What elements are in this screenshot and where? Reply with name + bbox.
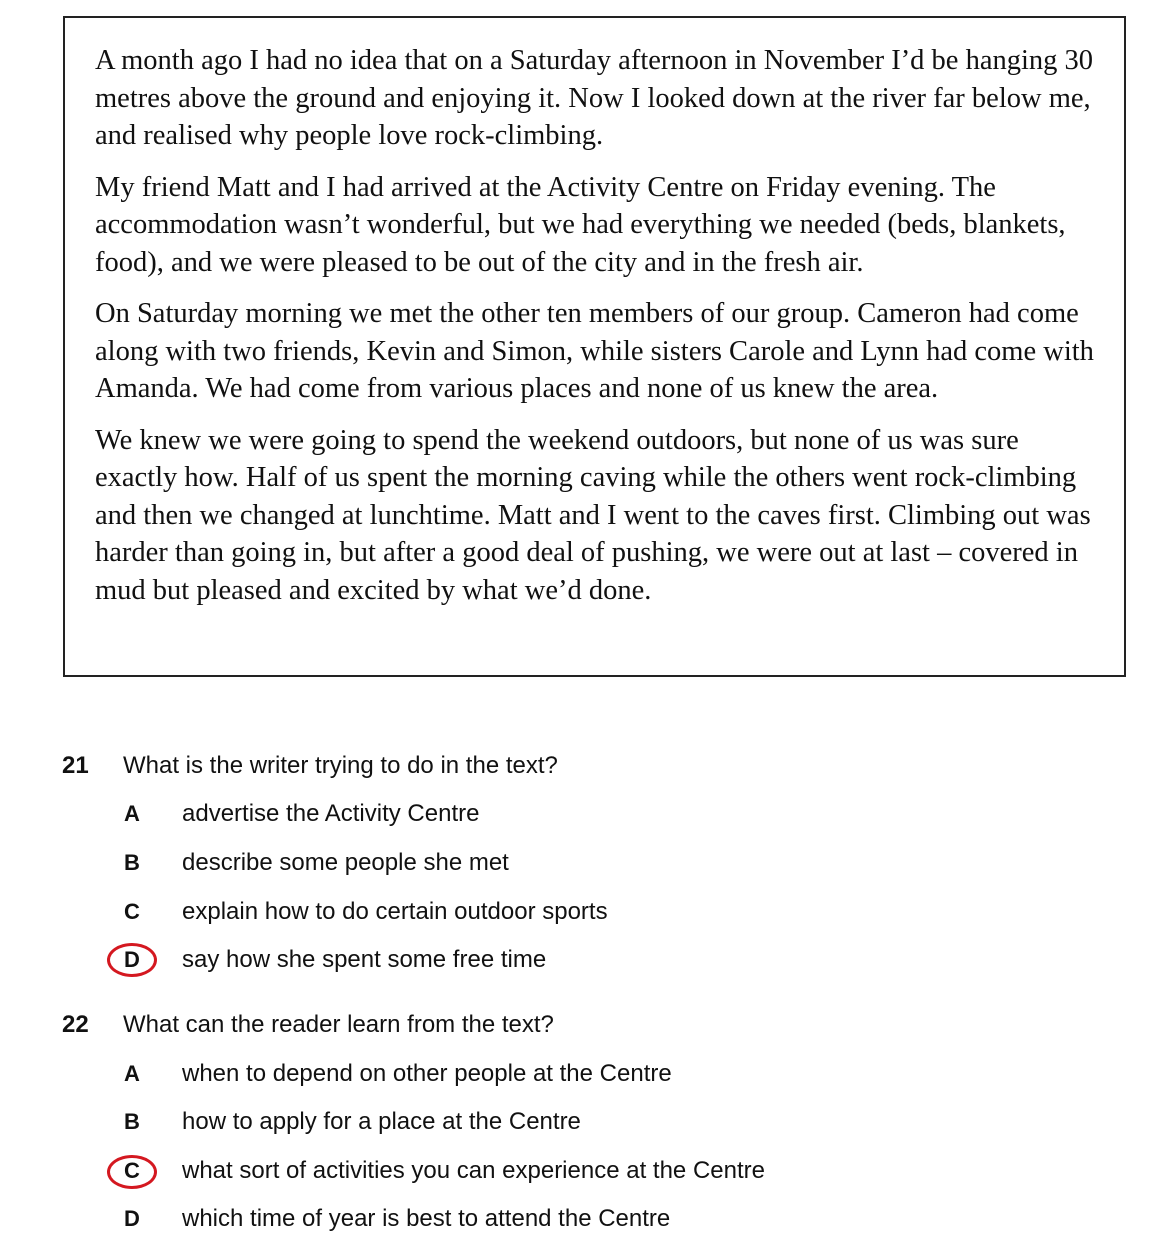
option-text: what sort of activities you can experience at the Centre — [182, 1157, 765, 1184]
option-letter: C — [124, 899, 140, 924]
option-letter: A — [124, 1061, 140, 1086]
question-stem: What can the reader learn from the text? — [123, 1011, 554, 1038]
option-letter: B — [124, 850, 140, 875]
option-text: when to depend on other people at the Centre — [182, 1060, 672, 1087]
option-text: describe some people she met — [182, 849, 509, 876]
passage-paragraph: On Saturday morning we met the other ten members of our group. Cameron had come along with two friends, Kevin and Simon, while sisters Carole and Lynn had come with Amanda. We had come from various places and none of us knew the area. — [95, 298, 1094, 404]
option-text: say how she spent some free time — [182, 946, 547, 973]
passage-paragraph: My friend Matt and I had arrived at the Activity Centre on Friday evening. The accommodation wasn’t wonderful, but we had everything we needed (beds, blankets, food), and we were pleased to be out of the city and in the fresh air. — [95, 171, 1066, 278]
option-text: explain how to do certain outdoor sports — [182, 898, 608, 925]
option-letter: D — [124, 947, 140, 972]
option-text: how to apply for a place at the Centre — [182, 1108, 581, 1135]
option-text: advertise the Activity Centre — [182, 800, 480, 827]
passage-paragraph: A month ago I had no idea that on a Saturday afternoon in November I’d be hanging 30 metres above the ground and enjoying it. Now I looked down at the river far below me, and realised why people love rock-climbing. — [95, 45, 1094, 151]
passage-paragraph: We knew we were going to spend the weekend outdoors, but none of us was sure exactly how. Half of us spent the morning caving while the others went rock-climbing and then we changed at lunchtime. Matt and I went to the caves first. Climbing out was harder than going in, but after a good deal of pushing, we were out at last – covered in mud but pleased and excited by what we’d done. — [95, 424, 1091, 606]
option-letter: B — [124, 1109, 140, 1134]
question-stem: What is the writer trying to do in the text? — [123, 752, 558, 779]
option-text: which time of year is best to attend the Centre — [182, 1205, 671, 1232]
option-letter: A — [124, 801, 140, 826]
question-number: 21 — [62, 752, 89, 779]
question-number: 22 — [62, 1011, 89, 1038]
option-letter: C — [124, 1158, 140, 1183]
option-letter: D — [124, 1206, 140, 1231]
